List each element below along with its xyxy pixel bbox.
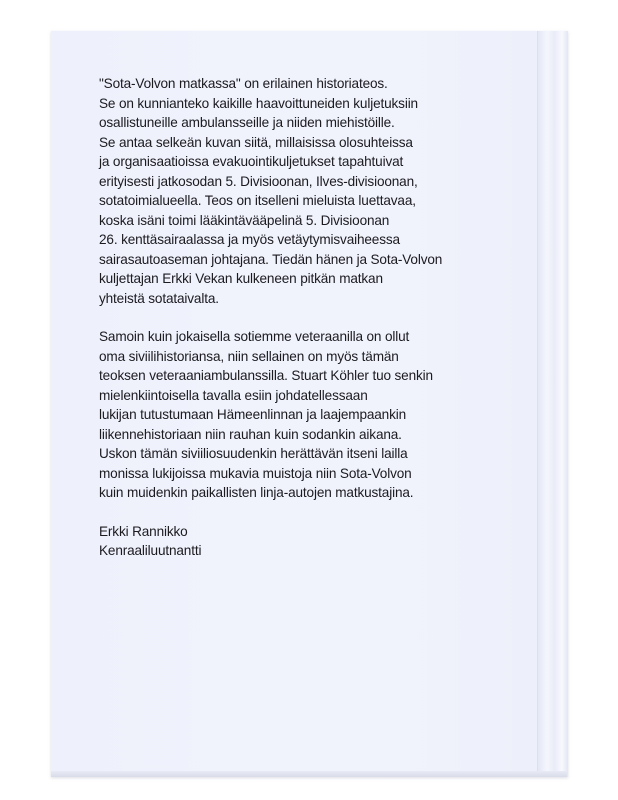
text-line: Uskon tämän siviiliosuudenkin herättävän itseni lailla bbox=[99, 446, 408, 461]
text-line: erityisesti jatkosodan 5. Divisioonan, Ilves-divisioonan, bbox=[99, 173, 418, 189]
paragraph-gap bbox=[99, 308, 519, 327]
text-line: kuljettajan Erkki Vekan kulkeneen pitkän matkan bbox=[99, 271, 383, 286]
text-line: ja organisaatioissa evakuointikuljetukset tapahtuivat bbox=[99, 154, 404, 169]
text-line: teoksen veteraaniambulanssilla. Stuart Köhler tuo senkin bbox=[99, 368, 433, 383]
text-line: sotatoimialueella. Teos on itselleni mieluista luettavaa, bbox=[99, 193, 416, 208]
paragraph-gap bbox=[99, 503, 519, 522]
text-line: kuin muidenkin paikallisten linja-autojen matkustajina. bbox=[99, 485, 414, 500]
text-line: Se on kunnianteko kaikille haavoittuneiden kuljetuksiin bbox=[99, 95, 418, 111]
text-line: sairasautoaseman johtajana. Tiedän hänen ja Sota-Volvon bbox=[99, 251, 443, 267]
text-line: liikennehistoriaan niin rauhan kuin sodankin aikana. bbox=[99, 426, 402, 442]
text-line: lukijan tutustumaan Hämeenlinnan ja laajempaankin bbox=[99, 407, 407, 422]
signature-title: Kenraaliluutnantti bbox=[99, 543, 202, 558]
text-line: 26. kenttäsairaalassa ja myös vetäytymisvaiheessa bbox=[99, 232, 400, 247]
back-cover-text bbox=[99, 74, 519, 561]
book-spine bbox=[537, 31, 568, 777]
text-line: oma siviilihistoriansa, niin sellainen on myös tämän bbox=[99, 348, 399, 364]
text-line: koska isäni toimi lääkintävääpelinä 5. Divisioonan bbox=[99, 212, 390, 228]
signature-block bbox=[99, 522, 519, 561]
text-line: yhteistä sotataivalta. bbox=[99, 290, 219, 306]
text-line: mielenkiintoisella tavalla esiin johdatellessaan bbox=[99, 387, 368, 403]
text-line: osallistuneille ambulansseille ja niiden miehistöille. bbox=[99, 115, 395, 130]
text-line: Samoin kuin jokaisella sotiemme veteraanilla on ollut bbox=[99, 329, 410, 344]
paragraph-2 bbox=[99, 327, 519, 503]
text-line: monissa lukijoissa mukavia muistoja niin Sota-Volvon bbox=[99, 465, 412, 481]
book-bottom-edge bbox=[51, 771, 567, 777]
text-line: "Sota-Volvon matkassa" on erilainen historiateos. bbox=[99, 76, 388, 91]
paragraph-1 bbox=[99, 74, 519, 308]
text-line: Se antaa selkeän kuvan siitä, millaisissa olosuhteissa bbox=[99, 134, 413, 150]
signature-name: Erkki Rannikko bbox=[99, 523, 188, 539]
